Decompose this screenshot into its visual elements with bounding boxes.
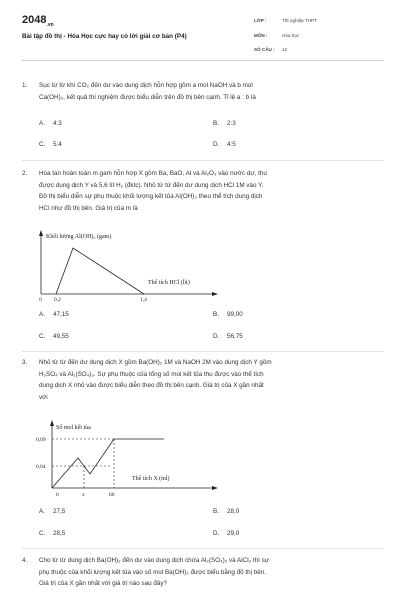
question-text: Nhỏ từ từ đến dư dung dịch X gồm Ba(OH)₂ 1M và NaOH 2M vào dung dịch Y gồm H₂SO₄ và Al₂(SO₄)₃. Sự phụ thuộc của tổng số mol kết tủa thu được vào thể tích dung dịch X nhỏ vào được biểu diễn theo đồ thị bên cạnh. Giá trị của X gần nhất với <box>39 359 272 401</box>
question-number: 2. <box>22 170 28 177</box>
y-axis-arrow <box>39 230 43 236</box>
y-axis-label: Khối lượng Al(OH)₃ (gam) <box>46 234 112 240</box>
option-b[interactable]: B. 2:3 <box>213 120 236 127</box>
tick-label: 0,04 <box>36 464 46 470</box>
tick-label: 0,2 <box>54 297 61 303</box>
question-separator <box>22 160 384 161</box>
tick-label: x <box>82 492 85 498</box>
option-a[interactable]: A. 47,15 <box>39 311 69 318</box>
graph-q3 <box>34 418 224 500</box>
option-c[interactable]: C. 28,5 <box>39 530 66 537</box>
x-axis-arrow <box>212 486 218 490</box>
question-text: Sục từ từ khí CO₂ đến dư vào dung dịch hỗn hợp gồm a mol NaOH và b mol Ca(OH)₂, kết quả thí nghiệm được biểu diễn trên đồ thị bên cạnh. Tỉ lệ a : b là <box>39 82 256 101</box>
question-text: Hòa tan hoàn toàn m gam hỗn hợp X gồm Ba, BaO, Al và Al₂O₃ vào nước dư, thu được dung dịch Y và 5,6 lít H₂ (đktc). Nhỏ từ từ đến dư dung dịch HCl 1M vào Y. Đồ thị biểu diễn sự phụ thuộc khối lượng kết tủa Al(OH)₃ theo thể tích dung dịch HCl như đồ thị bên. Giá trị của m là <box>39 170 267 212</box>
x-axis-label: Thể tích X (ml) <box>132 476 170 482</box>
curve <box>56 248 144 294</box>
option-d[interactable]: D. 4:5 <box>213 141 236 148</box>
question-number: 1. <box>22 82 28 89</box>
origin-label: 0 <box>39 297 42 303</box>
header-divider <box>22 60 384 61</box>
option-c[interactable]: C. 5:4 <box>39 141 62 148</box>
option-a[interactable]: A. 27,5 <box>39 508 66 515</box>
tick-label: 60 <box>109 492 115 498</box>
question-number: 3. <box>22 359 28 366</box>
option-d[interactable]: D. 56,75 <box>213 333 243 340</box>
page-header <box>22 0 384 60</box>
option-a[interactable]: A. 4:3 <box>39 120 62 127</box>
x-axis-arrow <box>212 292 218 296</box>
question-text: Cho từ từ dung dịch Ba(OH)₂ đến dư vào dung dịch chứa Al₂(SO₄)₃ và AlCl₃ thì sự phụ thuộc của khối lượng kết tủa vào số mol Ba(OH)₂ được biểu bằng đồ thị bên. Giá trị của X gần nhất với giá trị nào sau đây? <box>39 557 270 587</box>
meta-question-count: SỐ CÂU : 12 <box>254 47 288 52</box>
x-axis-label: Thể tích HCl (lít) <box>148 280 190 286</box>
y-axis-arrow <box>50 420 54 426</box>
option-c[interactable]: C. 49,55 <box>39 333 69 340</box>
option-b[interactable]: B. 28,0 <box>213 508 240 515</box>
tick-label: 0,09 <box>36 437 46 443</box>
graph-q2 <box>36 228 226 303</box>
question-separator <box>22 548 384 549</box>
meta-class: LỚP : Tốt nghiệp THPT <box>254 18 317 23</box>
meta-subject: MÔN : Hóa học <box>254 33 300 38</box>
option-d[interactable]: D. 29,0 <box>213 530 240 537</box>
y-axis-label: Số mol kết tủa <box>56 425 91 431</box>
site-logo[interactable]: $2048_{.vn}$ <box>22 14 54 29</box>
option-b[interactable]: B. 99,00 <box>213 311 243 318</box>
question-number: 4. <box>22 557 28 564</box>
question-separator <box>22 351 384 352</box>
origin-label: 0 <box>56 492 59 498</box>
document-title: Bài tập đồ thị - Hóa Học cực hay có lời giải cơ bản (P4) <box>22 33 187 40</box>
tick-label: 1,4 <box>140 297 147 303</box>
